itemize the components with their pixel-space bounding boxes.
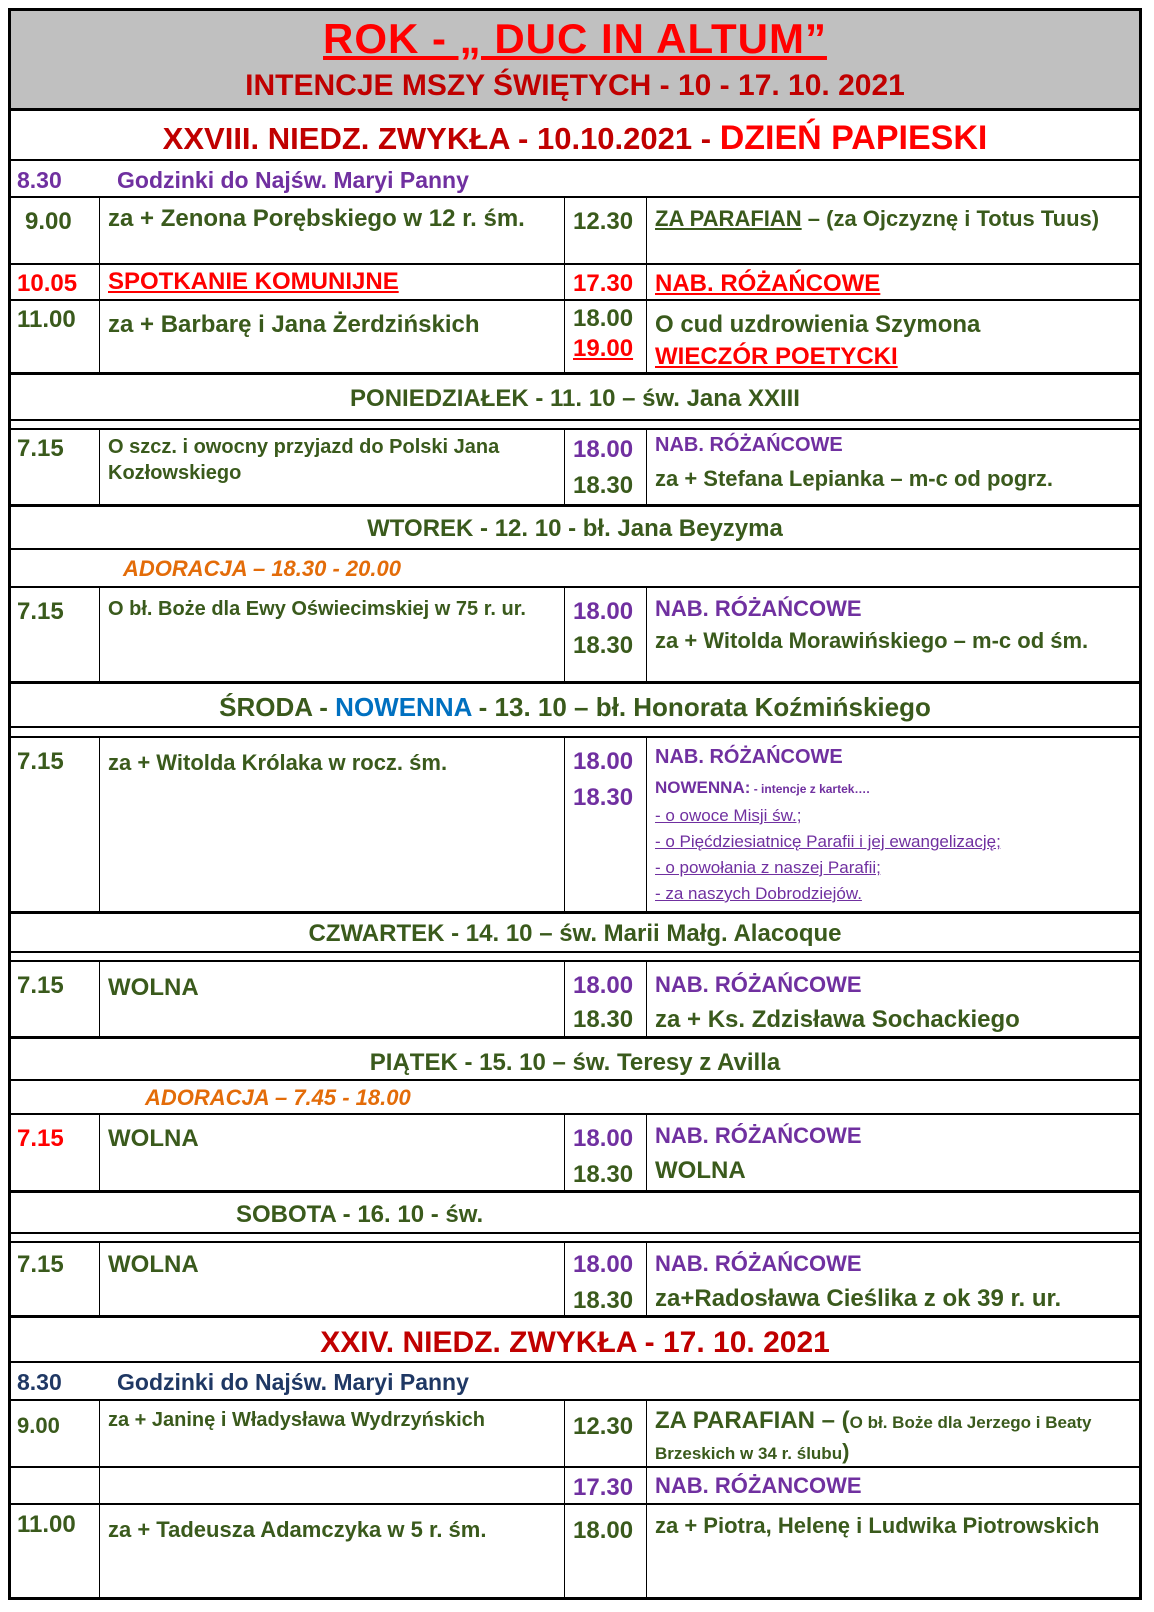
mass-intention: za + Janinę i Władysława Wydrzyńskich xyxy=(108,1409,486,1431)
mass-time: 18.00 xyxy=(573,305,634,332)
mass-time: 11.00 xyxy=(17,1511,76,1538)
wednesday-row xyxy=(11,736,1139,911)
sunday2-godzinki-row xyxy=(11,1361,1139,1399)
godzinki-text: Godzinki do Najśw. Maryi Panny xyxy=(117,1369,469,1395)
mass-intention: O cud uzdrowienia Szymona xyxy=(655,311,981,338)
adoration-row xyxy=(11,548,1139,586)
adoration-note: ADORACJA – 7.45 - 18.00 xyxy=(145,1085,411,1110)
sunday1-heading-highlight: DZIEŃ PAPIESKI xyxy=(719,119,988,157)
thursday-row xyxy=(11,960,1139,1036)
spacer-row xyxy=(11,1232,1139,1241)
mass-intention: za + Piotra, Helenę i Ludwika Piotrowskich xyxy=(655,1513,1100,1538)
novena-item: - o powołania z naszej Parafii; xyxy=(655,858,881,877)
spacer-row xyxy=(11,419,1139,428)
mass-intention: za + Zenona Porębskiego w 12 r. śm. xyxy=(108,205,525,232)
sunday1-godzinki-row xyxy=(11,159,1139,196)
godzinki-time: 8.30 xyxy=(17,1369,62,1395)
sunday1-heading xyxy=(11,108,1139,159)
mass-intention: WOLNA xyxy=(108,974,199,1001)
spacer-row xyxy=(11,951,1139,960)
mass-time: 18.00 xyxy=(573,972,634,999)
monday-row xyxy=(11,428,1139,504)
mass-intention: za + Barbarę i Jana Żerdzińskich xyxy=(108,311,480,338)
header-banner xyxy=(11,11,1139,108)
mass-time: 18.00 xyxy=(573,1125,634,1152)
day-heading: CZWARTEK - 14. 10 – św. Marii Małg. Alacoque xyxy=(308,920,842,947)
sunday2-heading: XXIV. NIEDZ. ZWYKŁA - 17. 10. 2021 xyxy=(320,1326,830,1359)
mass-time: 7.15 xyxy=(17,598,64,625)
mass-intention: za + Stefana Lepianka – m-c od pogrz. xyxy=(655,466,1053,491)
mass-time: 18.30 xyxy=(573,1006,634,1033)
mass-time: 7.15 xyxy=(17,1251,64,1278)
mass-time: 18.30 xyxy=(573,472,634,499)
mass-time: 18.00 xyxy=(573,436,634,463)
novena-item: - za naszych Dobrodziejów. xyxy=(655,884,862,903)
mass-time: 9.00 xyxy=(25,208,72,235)
novena-note: - intencje z kartek…. xyxy=(750,782,870,796)
mass-intention: za + Witolda Królaka w rocz. śm. xyxy=(108,750,448,775)
godzinki-time: 8.30 xyxy=(17,167,62,193)
day-heading: PIĄTEK - 15. 10 – św. Teresy z Avilla xyxy=(369,1049,781,1076)
day-heading: SOBOTA - 16. 10 - św. xyxy=(236,1201,484,1228)
mass-time: 12.30 xyxy=(573,1413,634,1440)
mass-time: 7.15 xyxy=(17,972,64,999)
rosary-service: NAB. RÓŻAŃCOWE xyxy=(655,1123,862,1148)
mass-intention: za + Ks. Zdzisława Sochackiego xyxy=(655,1006,1020,1033)
mass-intention-note: O bł. Boże dla Jerzego i Beaty Brzeskich w 34 r. ślubu xyxy=(655,1413,1092,1463)
mass-time: 18.30 xyxy=(573,784,634,811)
day-heading: ŚRODA - xyxy=(219,692,336,722)
mass-time: 7.15 xyxy=(17,435,64,462)
novena-label: NOWENNA xyxy=(335,692,472,722)
rosary-service: NAB. RÓŻANCOWE xyxy=(655,1473,862,1498)
wednesday-heading-row xyxy=(11,681,1139,726)
mass-intention-parish: ZA PARAFIAN xyxy=(655,206,802,231)
godzinki-text: Godzinki do Najśw. Maryi Panny xyxy=(117,167,469,193)
spacer-row xyxy=(11,726,1139,736)
mass-time: 7.15 xyxy=(17,748,64,775)
saturday-row xyxy=(11,1241,1139,1315)
rosary-service: NAB. RÓŻAŃCOWE xyxy=(655,270,881,297)
sunday2-row-2 xyxy=(11,1466,1139,1503)
novena-title: NOWENNA: xyxy=(655,778,751,797)
monday-heading-row xyxy=(11,372,1139,419)
sunday1-row-1 xyxy=(11,196,1139,263)
mass-time: 12.30 xyxy=(573,208,634,235)
mass-intention: WOLNA xyxy=(108,1251,199,1278)
mass-time: 18.00 xyxy=(573,1517,634,1544)
mass-time: 18.00 xyxy=(573,748,634,775)
page-subtitle: INTENCJE MSZY ŚWIĘTYCH - 10 - 17. 10. 2021 xyxy=(245,69,905,102)
sunday1-heading-text: XXVIII. NIEDZ. ZWYKŁA - 10.10.2021 - xyxy=(162,121,720,156)
mass-time: 18.30 xyxy=(573,1287,634,1314)
sunday1-row-2 xyxy=(11,263,1139,299)
schedule-sheet xyxy=(8,8,1142,1600)
mass-intention-note: – (za Ojczyznę i Totus Tuus) xyxy=(801,206,1100,231)
tuesday-heading-row xyxy=(11,504,1139,548)
mass-intention-close: ) xyxy=(842,1439,850,1464)
sunday2-heading-row xyxy=(11,1315,1139,1361)
mass-intention: za+Radosława Cieślika z ok 39 r. ur. xyxy=(655,1285,1062,1312)
sunday2-row-3 xyxy=(11,1503,1139,1597)
event-time: 10.05 xyxy=(17,270,78,297)
day-heading: WTOREK - 12. 10 - bł. Jana Beyzyma xyxy=(367,515,783,542)
adoration-note: ADORACJA – 18.30 - 20.00 xyxy=(123,556,401,581)
mass-intention: za + Witolda Morawińskiego – m-c od śm. xyxy=(655,628,1089,653)
mass-time: 18.30 xyxy=(573,1161,634,1188)
mass-time: 18.00 xyxy=(573,1251,634,1278)
mass-time: 9.00 xyxy=(17,1413,60,1438)
novena-item: - o Pięćdziesiatnicę Parafii i jej ewangelizację; xyxy=(655,832,1001,851)
mass-time: 18.30 xyxy=(573,632,634,659)
thursday-heading-row xyxy=(11,911,1139,951)
rosary-service: NAB. RÓŻAŃCOWE xyxy=(655,746,843,768)
event-title: WIECZÓR POETYCKI xyxy=(655,343,898,370)
mass-intention: WOLNA xyxy=(655,1157,746,1184)
sunday2-row-1 xyxy=(11,1399,1139,1466)
adoration-row xyxy=(11,1079,1139,1113)
mass-time: 11.00 xyxy=(17,306,76,333)
rosary-service: NAB. RÓŻAŃCOWE xyxy=(655,972,862,997)
mass-time: 17.30 xyxy=(573,1474,634,1501)
page-title: ROK - „ DUC IN ALTUM” xyxy=(323,15,827,62)
mass-time: 7.15 xyxy=(17,1125,64,1152)
event-title: SPOTKANIE KOMUNIJNE xyxy=(108,268,399,295)
day-heading: PONIEDZIAŁEK - 11. 10 – św. Jana XXIII xyxy=(350,385,800,412)
tuesday-row xyxy=(11,586,1139,681)
event-time: 19.00 xyxy=(573,335,634,362)
mass-time: 17.30 xyxy=(573,270,634,297)
rosary-service: NAB. RÓŻAŃCOWE xyxy=(655,596,862,621)
rosary-service: NAB. RÓŻAŃCOWE xyxy=(655,434,843,456)
friday-row xyxy=(11,1113,1139,1190)
sunday1-row-3 xyxy=(11,299,1139,372)
friday-heading-row xyxy=(11,1036,1139,1079)
novena-item: - o owoce Misji św.; xyxy=(655,806,802,825)
day-heading-rest: - 13. 10 – bł. Honorata Koźmińskiego xyxy=(471,692,931,722)
saturday-heading-row xyxy=(11,1190,1139,1232)
mass-intention: WOLNA xyxy=(108,1125,199,1152)
mass-intention: O bł. Boże dla Ewy Oświecimskiej w 75 r. ur. xyxy=(108,598,526,620)
mass-intention: O szcz. i owocny przyjazd do Polski Jana Kozłowskiego xyxy=(108,436,500,484)
mass-intention-parish: ZA PARAFIAN – ( xyxy=(655,1407,850,1434)
mass-intention: za + Tadeusza Adamczyka w 5 r. śm. xyxy=(108,1517,487,1542)
mass-time: 18.00 xyxy=(573,598,634,625)
rosary-service: NAB. RÓŻAŃCOWE xyxy=(655,1251,862,1276)
